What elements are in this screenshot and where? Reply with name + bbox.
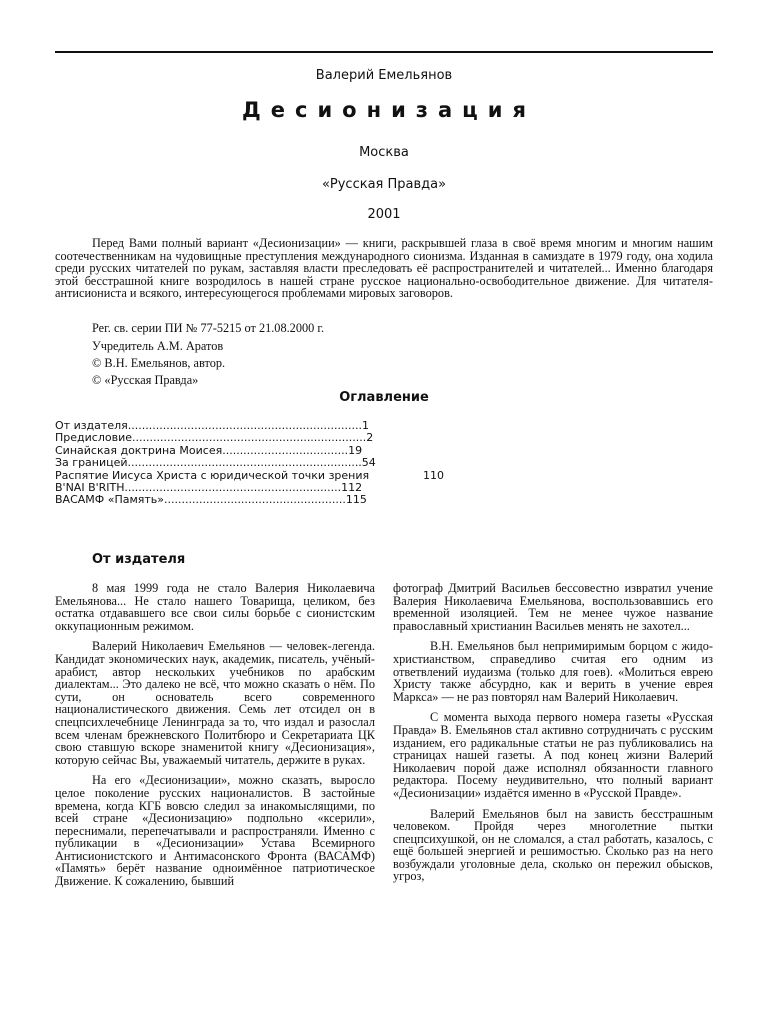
paragraph: На его «Десионизации», можно сказать, выросло целое поколение русских националистов. В застойные времена, когда КГБ вовсю следил за инакомыслящими, по всей стране «Десионизацию» подпольно «ксерили», переснимали, перепечатывали и распространяли. Именно с публикации в «Десионизации» Устава Всемирного Антисионистского и Антимасонского Фронта (ВАСАМФ) «Память» берёт название одноимённое патриотическое Движение. К сожалению, бывший: [55, 773, 375, 889]
publisher-name: «Русская Правда»: [321, 177, 447, 192]
paragraph: Валерий Емельянов был на зависть бесстрашным человеком. Пройдя через многолетние пытки спецпсихушкой, он не сломался, а стал работать, казалось, с ещё большей энергией и решимостью. Сколько раз на него возбуждали уголовные дела, сколько он пережил обысков, угроз,: [393, 806, 713, 884]
table-of-contents: [55, 420, 475, 507]
copyright-publisher-line: © «Русская Правда»: [92, 373, 199, 387]
copyright-author-line: © В.Н. Емельянов, автор.: [92, 356, 226, 370]
top-rule: [55, 51, 713, 53]
paragraph: Валерий Николаевич Емельянов — человек-легенда. Кандидат экономических наук, академик, писатель, учёный-арабист, автор нескольких учебников по арабским диалектам... Это далеко не всё, что можно сказать о нём. По сути, он основатель всего современного националистического движения. Семь лет отсидел он в спецпсихлечебнице Ленинграда за то, что издал и разослал всем членам брежневского Политбюро и Секретариата ЦК свою ставшую вскоре знаменитой книгу «Десионизация», которую сейчас Вы, уважаемый читатель, держите в руках.: [55, 639, 375, 767]
toc-heading: Оглавление: [339, 390, 429, 405]
toc-item[interactable]: Предисловие...................................................................2: [55, 431, 374, 445]
founder-line: Учредитель А.М. Аратов: [92, 339, 224, 353]
publication-city: Москва: [359, 145, 409, 160]
paragraph: 8 мая 1999 года не стало Валерия Николаевича Емельянова... Не стало нашего Товарища, целиком, без остатка отдававшего все свои силы борьбе с сионистским оккупационным режимом.: [55, 581, 375, 633]
toc-item[interactable]: B'NAI B'RITH..............................................................112: [55, 481, 363, 495]
section-heading: От издателя: [92, 552, 186, 567]
left-column: [55, 582, 375, 896]
book-title: Десионизация: [242, 98, 536, 122]
paragraph: С момента выхода первого номера газеты «Русская Правда» В. Емельянов стал активно сотрудничать с русским изданием, его радикальные статьи не раз публиковались на страницах нашей газеты. А под конец жизни Валерий Николаевич порой даже исполнял обязанности главного редактора. Посему неудивительно, что полный вариант «Десионизации» издаётся именно в «Русской Правде».: [393, 710, 713, 800]
right-column: [393, 582, 713, 891]
paragraph: фотограф Дмитрий Васильев бессовестно извратил учение Валерия Николаевича Емельянова, воспользовавшись его временной изоляцией. Тем не менее чужое название православный христианин Васильев менять не захотел...: [393, 581, 713, 633]
toc-item[interactable]: ВАСАМФ «Память»....................................................115: [55, 493, 367, 507]
author-name: Валерий Емельянов: [315, 68, 453, 83]
intro-paragraph: Перед Вами полный вариант «Десионизации» — книги, раскрывшей глаза в своё время многим и многим нашим соотечественникам на чудовищные преступления международного сионизма. Изданная в самиздате в 1979 году, она ходила среди русских читателей по рукам, заставляя власти преследовать её распространителей и читателей... Именно благодаря этой бесстрашной книге возродилось в нашей стране русское национально-освободительное движение. Для читателя-антисиониста и всякого, интересующегося проблемами мировых заговоров.: [55, 236, 713, 301]
toc-item[interactable]: От издателя...................................................................1: [55, 419, 369, 432]
toc-item[interactable]: Синайская доктрина Моисея....................................19: [55, 443, 363, 457]
publication-year: 2001: [367, 207, 401, 222]
paragraph: В.Н. Емельянов был непримиримым борцом с жидо-христианством, справедливо считая его одним из ответвлений иудаизма (только для гоев). «Молиться еврею Христу также абсурдно, как и верить в учение еврея Маркса» — не раз повторял нам Валерий Николаевич.: [393, 639, 713, 704]
registration-line: Рег. св. серии ПИ № 77-5215 от 21.08.2000 г.: [92, 321, 325, 335]
toc-item-page: 110: [423, 468, 444, 482]
toc-item[interactable]: За границей...................................................................54: [55, 456, 376, 470]
toc-item-label: Распятие Иисуса Христа с юридической точки зрения: [55, 468, 370, 482]
